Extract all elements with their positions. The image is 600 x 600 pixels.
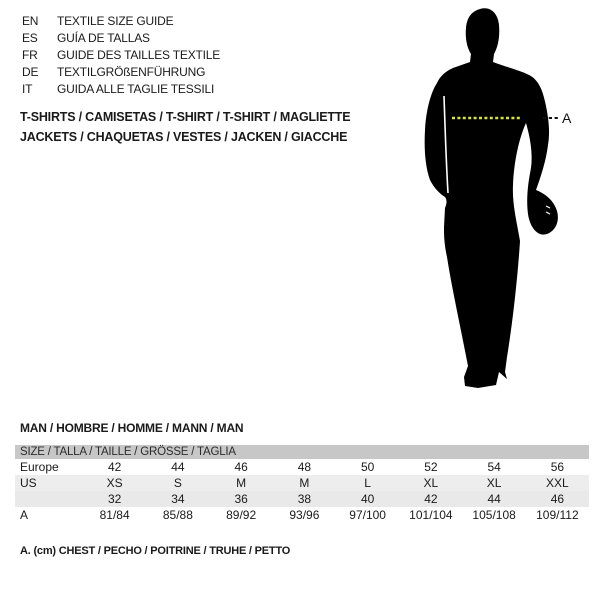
table-cell: S <box>173 476 182 490</box>
table-cell: 46 <box>550 492 565 506</box>
section-title-man: MAN / HOMBRE / HOMME / MANN / MAN <box>20 421 244 435</box>
table-cell: 46 <box>234 460 248 474</box>
table-cell: L <box>364 476 371 490</box>
table-cell: 105/108 <box>472 508 516 522</box>
table-cell: 93/96 <box>289 508 320 522</box>
table-cell: 42 <box>107 460 122 474</box>
table-cell: XS <box>106 476 123 490</box>
table-cell: 44 <box>487 492 501 506</box>
table-cell: M <box>236 476 247 490</box>
measurement-footnote: A. (cm) CHEST / PECHO / POITRINE / TRUHE / PETTO <box>20 545 291 557</box>
lang-code-it: IT <box>22 82 33 96</box>
table-cell: 52 <box>424 460 438 474</box>
row-label <box>15 491 83 507</box>
category-line-jackets: JACKETS / CHAQUETAS / VESTES / JACKEN / GIACCHE <box>20 129 348 144</box>
lang-code-de: DE <box>22 65 39 79</box>
category-lines <box>20 108 350 147</box>
table-cell: 101/104 <box>409 508 453 522</box>
category-line-tshirts: T-SHIRTS / CAMISETAS / T-SHIRT / T-SHIRT / MAGLIETTE <box>20 110 351 124</box>
man-silhouette-figure <box>400 0 600 400</box>
table-cell: 109/112 <box>536 508 579 522</box>
language-row <box>22 81 220 98</box>
table-cell: 89/92 <box>226 508 257 522</box>
table-cell: M <box>299 476 310 490</box>
lang-code-es: ES <box>22 31 38 45</box>
lang-label-es: GUÍA DE TALLAS <box>57 31 150 45</box>
language-row <box>22 47 220 64</box>
table-cell: XL <box>486 476 502 490</box>
lang-label-en: TEXTILE SIZE GUIDE <box>57 14 174 28</box>
table-cell: 36 <box>234 492 248 506</box>
table-cell: 81/84 <box>99 508 130 522</box>
table-row-us <box>15 475 589 491</box>
row-label: Europe <box>20 460 59 474</box>
table-cell: 40 <box>360 492 375 506</box>
row-label: A <box>20 508 29 522</box>
lang-label-de: TEXTILGRÖßENFÜHRUNG <box>57 65 206 79</box>
table-cell: 50 <box>360 460 375 474</box>
language-row <box>22 13 220 30</box>
table-cell: 34 <box>171 492 185 506</box>
lang-label-it: GUIDA ALLE TAGLIE TESSILI <box>57 82 215 96</box>
table-cell: 54 <box>487 460 501 474</box>
man-silhouette <box>425 8 558 388</box>
language-row <box>22 30 220 47</box>
lang-code-fr: FR <box>22 48 38 62</box>
table-row-europe <box>15 459 589 475</box>
table-cell: XXL <box>546 476 569 490</box>
table-cell: 56 <box>550 460 565 474</box>
table-cell: 85/88 <box>162 508 193 522</box>
row-label: US <box>20 476 37 490</box>
table-cell: 38 <box>297 492 312 506</box>
table-cell: 48 <box>297 460 312 474</box>
table-cell: XL <box>423 476 439 490</box>
table-cell: 97/100 <box>349 508 386 522</box>
size-table-header: SIZE / TALLA / TAILLE / GRÖSSE / TAGLIA <box>15 445 589 459</box>
table-row-numeric <box>15 491 589 507</box>
table-cell: 32 <box>107 492 122 506</box>
lang-code-en: EN <box>22 14 39 28</box>
measure-label-a: A <box>562 110 572 126</box>
language-title-block <box>22 13 220 98</box>
lang-label-fr: GUIDE DES TAILLES TEXTILE <box>57 48 221 62</box>
table-row-chest-a <box>15 507 589 523</box>
table-cell: 42 <box>424 492 438 506</box>
language-row <box>22 64 220 81</box>
size-table <box>15 445 589 523</box>
table-cell: 44 <box>171 460 185 474</box>
